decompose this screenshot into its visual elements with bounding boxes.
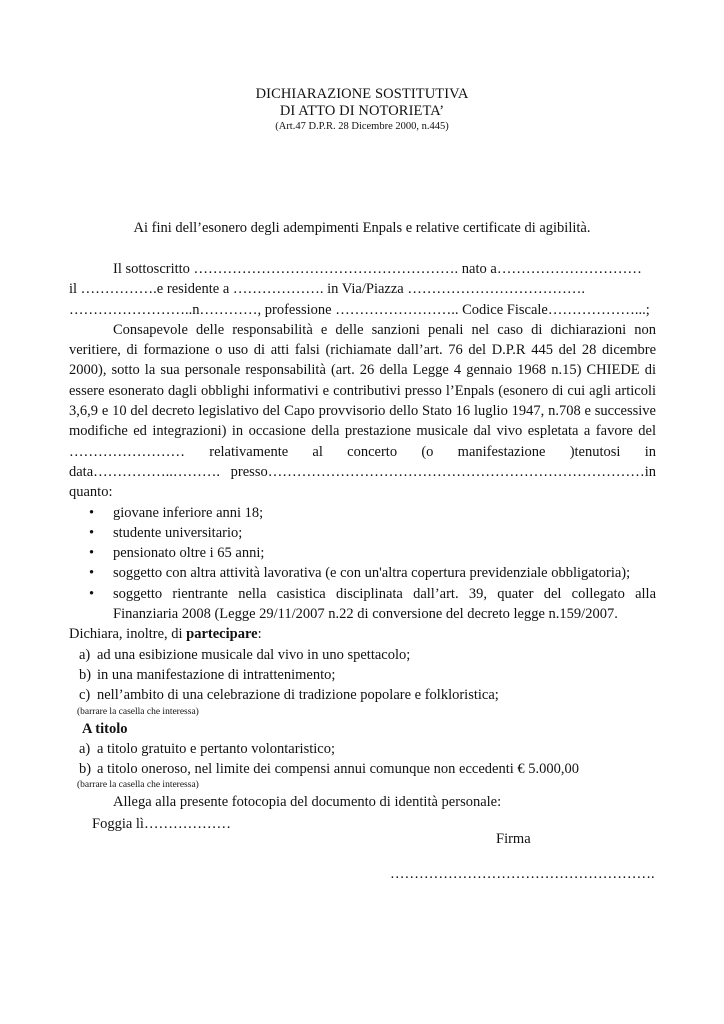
legal-reference: (Art.47 D.P.R. 28 Dicembre 2000, n.445): [275, 121, 449, 132]
bullet-icon: •: [89, 545, 95, 562]
condition-item: [69, 523, 656, 543]
option-text: a titolo gratuito e pertanto volontaristico;: [97, 740, 335, 757]
condition-item: [69, 543, 656, 563]
allega-line: Allega alla presente fotocopia del documento di identità personale:: [113, 794, 502, 811]
option-text: in una manifestazione di intrattenimento;: [97, 666, 336, 683]
bullet-icon: •: [89, 565, 95, 582]
conditions-list: [69, 503, 656, 625]
option-item: [69, 759, 656, 779]
option-item: [69, 685, 656, 705]
condition-text: soggetto rientrante nella casistica disciplinata dall’art. 39, quater del collegato alla Finanziaria 2008 (Legge 29/11/2007 n.22 di conversione del decreto legge n.159/2007.: [113, 585, 656, 623]
intro-line-2: il …………….e residente a ………………. in Via/Piazza ……………………………….: [69, 281, 585, 298]
option-mark: c): [79, 687, 91, 704]
dichiara-line: [69, 624, 656, 644]
titolo-heading: A titolo: [82, 720, 128, 737]
condition-text: soggetto con altra attività lavorativa (e con un'altra copertura previdenziale obbligatoria);: [113, 565, 631, 582]
option-text: a titolo oneroso, nel limite dei compensi annui comunque non eccedenti € 5.000,00: [97, 761, 580, 778]
condition-text: pensionato oltre i 65 anni;: [113, 545, 265, 562]
signature-label: Firma: [496, 831, 531, 847]
option-item: [69, 645, 656, 665]
dichiara-suffix: :: [257, 626, 262, 643]
condition-item: [69, 584, 656, 625]
purpose-statement: Ai fini dell’esonero degli adempimenti Enpals e relative certificate di agibilità.: [133, 220, 591, 236]
option-text: nell’ambito di una celebrazione di tradizione popolare e folkloristica;: [97, 687, 499, 704]
option-item: [69, 665, 656, 685]
consapevole-paragraph: Consapevole delle responsabilità e delle sanzioni penali nel caso di dichiarazioni non veritiere, di formazione o uso di atti falsi (richiamate dall’art. 76 del D.P.R 445 del 28 dicembre 2000), sotto la sua personale responsabilità (art. 26 della Legge 4 gennaio 1968 n.15) CHIEDE di essere esonerato dagli obblighi informativi e contributivi presso l’Enpals (esonero di cui agli articoli 3,6,9 e 10 del decreto legislativo del Capo provvisorio dello Stato 16 luglio 1947, n.708 e successive modifiche ed integrazioni) in occasione della prestazione musicale dal vivo espletata a favore del …………………… relativamente al concerto (o manifestazione )tenutosi in data……………..………. presso……………………………………………………………………in quanto:: [69, 321, 656, 501]
instruction-note: (barrare la casella che interessa): [77, 706, 199, 717]
declaration-body: [69, 259, 656, 813]
condition-text: giovane inferiore anni 18;: [113, 504, 264, 521]
bullet-icon: •: [89, 585, 95, 602]
instruction-note: (barrare la casella che interessa): [77, 780, 199, 791]
title-line-2: DI ATTO DI NOTORIETA’: [279, 103, 445, 119]
option-mark: a): [79, 646, 91, 663]
option-mark: b): [79, 761, 92, 778]
partecipare-options: [69, 645, 656, 706]
signature-line: ……………………………………………….: [390, 866, 655, 882]
option-item: [69, 739, 656, 759]
condition-item: [69, 503, 656, 523]
condition-text: studente universitario;: [113, 524, 243, 541]
option-mark: b): [79, 666, 92, 683]
option-mark: a): [79, 740, 91, 757]
document-header: [0, 86, 724, 133]
bullet-icon: •: [89, 504, 95, 521]
dichiara-bold: partecipare: [186, 626, 258, 643]
option-text: ad una esibizione musicale dal vivo in uno spettacolo;: [97, 646, 411, 663]
dichiara-prefix: Dichiara, inoltre, di: [69, 626, 187, 643]
intro-line-3: ……………………..n…………, professione …………………….. Codice Fiscale………………...;: [69, 301, 650, 318]
title-line-1: DICHIARAZIONE SOSTITUTIVA: [255, 86, 469, 102]
intro-line-1: Il sottoscritto ………………………………………………. nato a…………………………: [113, 261, 642, 277]
titolo-options: [69, 739, 656, 780]
condition-item: [69, 563, 656, 583]
place-date-line: Foggia lì………………: [92, 816, 231, 832]
bullet-icon: •: [89, 524, 95, 541]
